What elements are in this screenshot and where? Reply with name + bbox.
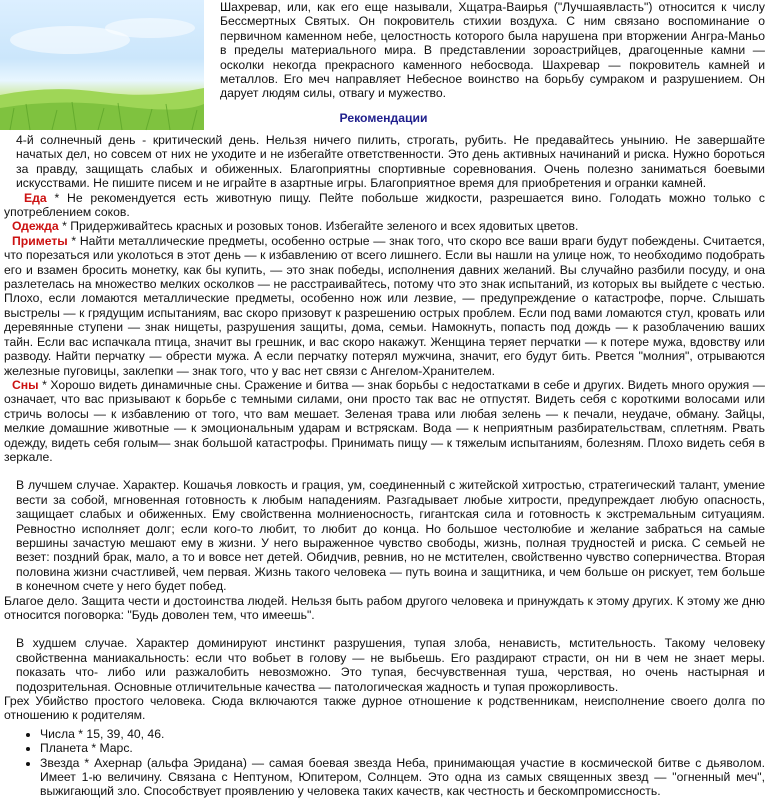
- clothing-label: Одежда: [12, 219, 59, 234]
- list-item-star: • Звезда * Ахернар (альфа Эридана) — самая боевая звезда Неба, принимающая участие в космической битве с дьяволом. Имеет 1-ю величину. Связана с Нептуном, Юпитером, Солнцем. Это одна из самых священных звезд — "огненный меч", выжигающий зло. Способствует проявлению у человека таких качеств, как честность и бескомпромиссность.: [40, 756, 765, 799]
- intro-paragraph: Шахревар, или, как его еще называли, Хщатра-Ваирья ("Лучшаявласть") относится к числу Бессмертных Святых. Он покровитель стихии воздуха. С ним связано воспоминание о первичном каменном небе, целостность которого была нарушена при вторжении Ангра-Маньо в пределы материального мира. В представлении зороастрийцев, драгоценные камни — осколки некогда прекрасного каменного небосвода. Шахревар — покровитель камней и металлов. Его меч направляет Небесное воинство на борьбу сумраком и разрушением. Он дарует людям силы, отвагу и мужество.: [220, 0, 765, 101]
- facts-list: [4, 727, 765, 799]
- omens-label: Приметы: [12, 233, 68, 248]
- food-paragraph: [4, 191, 765, 220]
- dreams-paragraph: [4, 378, 765, 464]
- recommendations-paragraph: 4-й солнечный день - критический день. Нельзя ничего пилить, строгать, рубить. Не предавайтесь унынию. Не завершайте начатых дел, но совсем от них не уходите и не избегайте ответственности. Это день активных начинаний и риска. Нужно бороться за правду, защищать слабых и обиженных. Благоприятны спортивные соревнования. Очень полезно заниматься боевыми искусствами. Не пишите писем и не играйте в азартные игры. Благоприятное время для приобретения и огранки камней.: [16, 133, 765, 191]
- worst-case-paragraph: В худшем случае. Характер доминируют инстинкт разрушения, тупая злоба, ненависть, мстительность. Такому человеку свойственна маниакальность: если что вобьет в голову — не выбьешь. Его раздирают страсти, он ни в чем не знает меры. показать что- либо или разжалобить невозможно. Это тупая, бесчувственная туша, черствая, но очень настырная и подозрительная. Основные отличительные качества — патологическая жадность и тупая прожорливость.: [16, 636, 765, 694]
- section-heading: Рекомендации: [339, 111, 428, 125]
- omens-text: * Найти металлические предметы, особенно острые — знак того, что скоро все ваши враги будут побеждены. Считается, что порезаться или уколоться в этот день — к избавлению от всего лишнего. Если вы нашли на улице нож, то необходимо подобрать его и взамен бросить монетку, как бы купить, — это знак победы, исполнения давних желаний. Вы случайно разбили посуду, и она разлетелась на множество мелких осколков — не расстраивайтесь, потому что это знак испытаний, из которых вы выйдете с честью. Плохо, если ломаются металлические предметы, особенно нож или лезвие, — предупреждение о катастрофе, порче. Слышать выстрелы — к грядущим испытаниям, вас скоро призовут к разрешению острых проблем. Если под вами ломаются стул, кровать или деревянные ступени — знак нищеты, разрушения защиты, дома, семьи. Намокнуть, попасть под дождь — к разоблачению ваших тайн. Если вас испачкала птица, значит вы грешник, и вас скоро накажут. Женщина теряет перчатки — к потере мужа, вдовству или разводу. Найти перчатку — обрести мужа. А если перчатку потерял мужчина, значит, его будут бить. Рвется "молния", отрываются железные пуговицы, заклепки — знак того, что у вас нет связи с Ангелом-Хранителем.: [4, 233, 765, 378]
- sin-paragraph: Грех Убийство простого человека. Сюда включаются также дурное отношение к родственникам, неисполнение своего долга по отношению к родителям.: [4, 694, 765, 723]
- main-content: [4, 133, 765, 799]
- omens-paragraph: [4, 234, 765, 378]
- food-label: Еда: [24, 190, 47, 205]
- list-item-numbers: • Числа * 15, 39, 40, 46.: [40, 727, 765, 741]
- best-case-paragraph: В лучшем случае. Характер. Кошачья ловкость и грация, ум, соединенный с житейской хитростью, стратегический талант, умение вести за собой, мгновенная готовность к любым нападениям. Разгадывает любые хитрости, предупреждает любую опасность, защищает слабых и обиженных. Ему свойственна молниеносность, гигантская сила и готовность к экстремальным ситуациям. Ревностно исполняет долг; если кого-то любит, то любит до конца. Но большое честолюбие и желание забраться на самые вершины зачастую мешают ему в жизни. У него выраженное чувство свободы, жизнь, полная трудностей и риска. С семьей не везет: поздний брак, мало, а то и вовсе нет детей. Обидчив, ревнив, но не мстителен, свойственно чувство соперничества. Вторая половина жизни счастливей, чем первая. Жизнь такого человека — путь воина и защитника, и чем больше он рискует, тем больше в конечном счете у него будет побед.: [16, 478, 765, 594]
- clothing-text: * Придерживайтесь красных и розовых тонов. Избегайте зеленого и всех ядовитых цветов.: [58, 219, 579, 234]
- dreams-label: Сны: [12, 377, 39, 392]
- food-text: * Не рекомендуется есть животную пищу. Пейте побольше жидкости, разрешается вино. Голодать можно только с употреблением соков.: [4, 190, 765, 220]
- good-deed-paragraph: Благое дело. Защита чести и достоинства людей. Нельзя быть рабом другого человека и принуждать к этому других. К этому же дню относится поговорка: "Будь доволен тем, что имеешь".: [4, 593, 765, 622]
- clothing-paragraph: [4, 219, 765, 233]
- dreams-text: * Хорошо видеть динамичные сны. Сражение и битва — знак борьбы с недостатками в себе и других. Видеть много оружия — означает, что вас призывают к борьбе с темными силами, они просто так вас не отпустят. Видеть себя с короткими волосами или стричь волосы — к избавлению от того, что вам мешает. Зеленая трава или любая зелень — к печали, неудаче, обману. Зайцы, мелкие домашние животные — к эмоциональным ударам и встряскам. Вода — к неприятным разбирательствам, сплетням. Рвать одежду, видеть себя голым— знак большой катастрофы. Принимать пищу — к тяжелым испытаниям, болезням. Плохо видеть себя в зеркале.: [4, 377, 765, 464]
- list-item-planet: • Планета * Марс.: [40, 741, 765, 755]
